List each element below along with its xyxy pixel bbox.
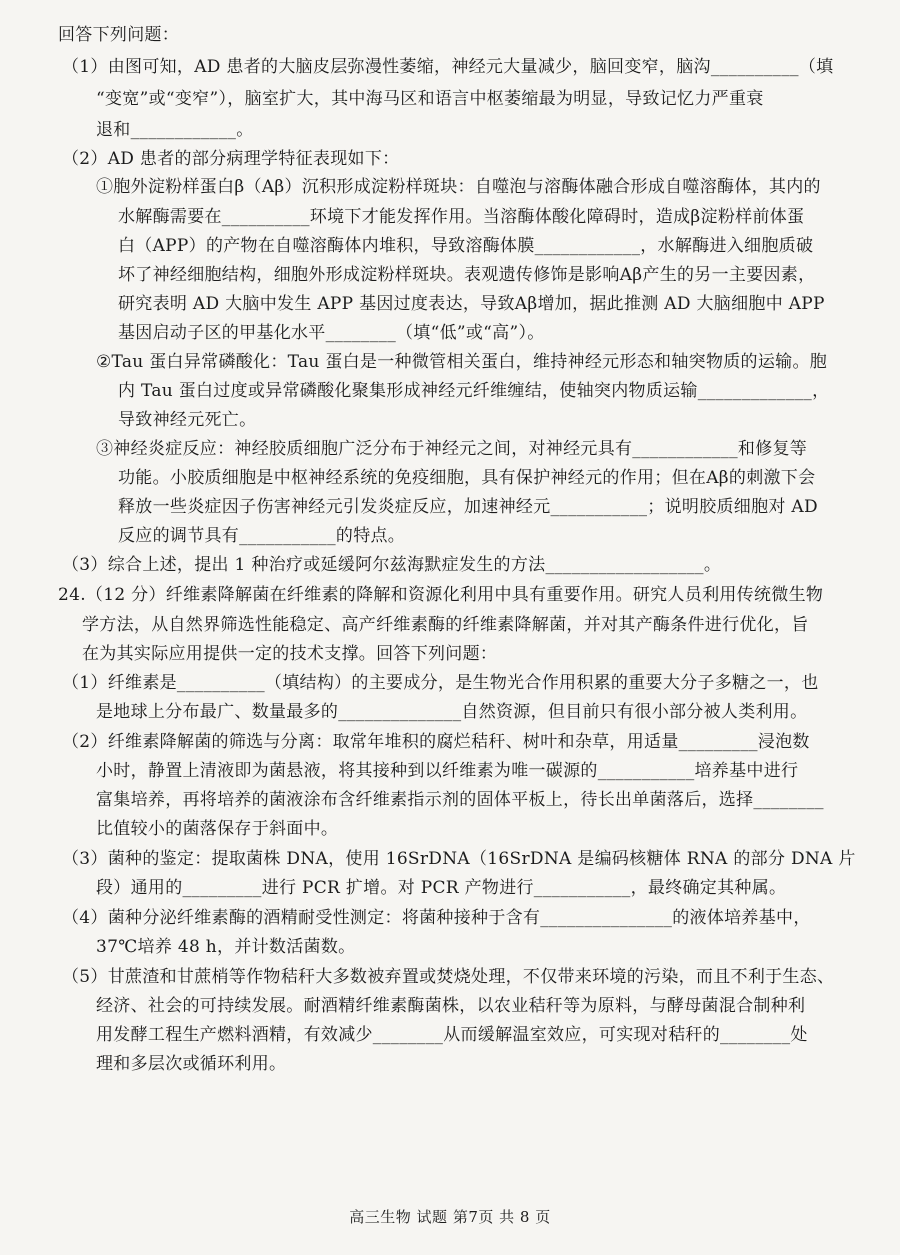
q24-1-line-2: 是地球上分布最广、数量最多的______________自然资源，但目前只有很小部分被人类利用。	[96, 702, 808, 722]
q24-5-line-3: 用发酵工程生产燃料酒精，有效减少________从而缓解温室效应，可实现对秸秆的________处	[96, 1025, 808, 1045]
q24-intro-line-2: 学方法，从自然界筛选性能稳定、高产纤维素酶的纤维素降解菌，并对其产酶条件进行优化，旨	[82, 615, 809, 635]
q2-item3-line-3: 释放一些炎症因子伤害神经元引发炎症反应，加速神经元___________；说明胶质细胞对 AD	[118, 497, 818, 517]
q3-line: （3）综合上述，提出 1 种治疗或延缓阿尔兹海默症发生的方法__________________。	[62, 555, 722, 575]
q1-line-1: （1）由图可知，AD 患者的大脑皮层弥漫性萎缩，神经元大量减少，脑回变窄，脑沟__________（填	[62, 57, 834, 77]
q2-item3-line-2: 功能。小胶质细胞是中枢神经系统的免疫细胞，具有保护神经元的作用；但在Aβ的刺激下会	[118, 468, 816, 488]
page-footer: 高三生物 试题 第7页 共 8 页	[349, 1208, 551, 1226]
q2-item1-line-6: 基因启动子区的甲基化水平________（填“低”或“高”）。	[118, 323, 545, 343]
q1-line-3: 退和____________。	[96, 120, 254, 140]
q1-line-2: “变宽”或“变窄”），脑室扩大，其中海马区和语言中枢萎缩最为明显，导致记忆力严重衰	[96, 89, 764, 109]
q24-2-line-3: 富集培养，再将培养的菌液涂布含纤维素指示剂的固体平板上，待长出单菌落后，选择________	[96, 790, 824, 810]
q2-item2-line-3: 导致神经元死亡。	[118, 410, 257, 430]
q24-3-line-2: 段）通用的_________进行 PCR 扩增。对 PCR 产物进行___________，最终确定其种属。	[96, 878, 787, 898]
q2-item1-line-1: ①胞外淀粉样蛋白β（Aβ）沉积形成淀粉样斑块：自噬泡与溶酶体融合形成自噬溶酶体，其内的	[96, 177, 821, 197]
q24-5-line-2: 经济、社会的可持续发展。耐酒精纤维素酶菌株，以农业秸秆等为原料，与酵母菌混合制种利	[96, 996, 806, 1016]
q24-1-line-1: （1）纤维素是__________（填结构）的主要成分，是生物光合作用积累的重要大分子多糖之一，也	[62, 673, 819, 693]
q24-5-line-4: 理和多层次或循环利用。	[96, 1054, 287, 1074]
q24-intro-line-1: 24.（12 分）纤维素降解菌在纤维素的降解和资源化利用中具有重要作用。研究人员利用传统微生物	[58, 585, 824, 605]
q24-intro-line-3: 在为其实际应用提供一定的技术支撑。回答下列问题：	[82, 644, 498, 664]
q24-2-line-2: 小时，静置上清液即为菌悬液，将其接种到以纤维素为唯一碳源的___________培养基中进行	[96, 761, 799, 781]
q24-4-line-1: （4）菌种分泌纤维素酶的酒精耐受性测定：将菌种接种于含有_______________的液体培养基中，	[62, 908, 811, 928]
q2-item2-line-2: 内 Tau 蛋白过度或异常磷酸化聚集形成神经元纤维缠结，使轴突内物质运输_____________，	[118, 381, 830, 401]
q2-item3-line-4: 反应的调节具有___________的特点。	[118, 526, 406, 546]
q24-5-line-1: （5）甘蔗渣和甘蔗梢等作物秸秆大多数被弃置或焚烧处理，不仅带来环境的污染，而且不利于生态、	[62, 967, 835, 987]
q2-item3-line-1: ③神经炎症反应：神经胶质细胞广泛分布于神经元之间，对神经元具有____________和修复等	[96, 439, 808, 459]
q2-item1-line-5: 研究表明 AD 大脑中发生 APP 基因过度表达，导致Aβ增加，据此推测 AD 大脑细胞中 APP	[118, 294, 825, 314]
q2-item1-line-4: 坏了神经细胞结构，细胞外形成淀粉样斑块。表观遗传修饰是影响Aβ产生的另一主要因素，	[118, 265, 816, 285]
q2-heading: （2）AD 患者的部分病理学特征表现如下：	[62, 149, 400, 169]
q2-item1-line-3: 白（APP）的产物在自噬溶酶体内堆积，导致溶酶体膜____________，水解酶进入细胞质破	[118, 236, 814, 256]
q24-2-line-1: （2）纤维素降解菌的筛选与分离：取常年堆积的腐烂秸秆、树叶和杂草，用适量_________浸泡数	[62, 732, 810, 752]
q24-4-line-2: 37℃培养 48 h，并计数活菌数。	[96, 937, 356, 957]
intro-line: 回答下列问题：	[58, 25, 180, 45]
q24-3-line-1: （3）菌种的鉴定：提取菌株 DNA，使用 16SrDNA（16SrDNA 是编码核糖体 RNA 的部分 DNA 片	[62, 849, 856, 869]
q2-item1-line-2: 水解酶需要在__________环境下才能发挥作用。当溶酶体酸化障碍时，造成β淀粉样前体蛋	[118, 207, 805, 227]
q2-item2-line-1: ②Tau 蛋白异常磷酸化：Tau 蛋白是一种微管相关蛋白，维持神经元形态和轴突物质的运输。胞	[96, 352, 828, 372]
q24-2-line-4: 比值较小的菌落保存于斜面中。	[96, 819, 339, 839]
